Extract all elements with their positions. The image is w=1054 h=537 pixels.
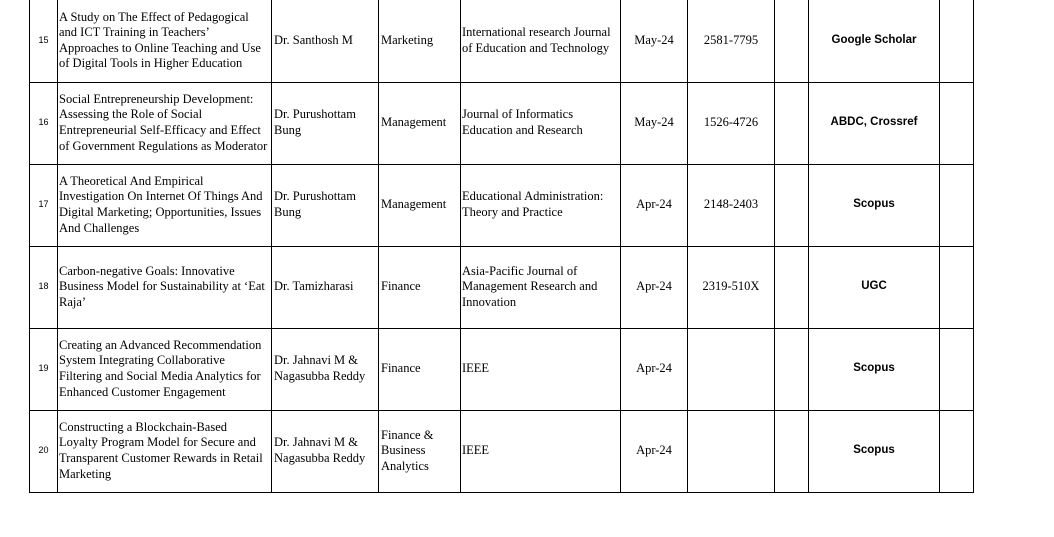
- paper-title: Constructing a Blockchain-Based Loyalty Program Model for Secure and Transparent Customer Rewards in Retail Marketing: [58, 410, 272, 492]
- department: Finance: [379, 328, 461, 410]
- department: Management: [379, 82, 461, 164]
- author-name: Dr. Jahnavi M & Nagasubba Reddy: [272, 410, 379, 492]
- row-number: 20: [30, 410, 58, 492]
- publication-date: Apr-24: [621, 164, 688, 246]
- table-row: [30, 82, 974, 164]
- extra-cell: [940, 328, 974, 410]
- issn-number: 1526-4726: [688, 82, 775, 164]
- blank-cell: [775, 82, 809, 164]
- indexing-label: ABDC, Crossref: [809, 82, 940, 164]
- paper-title: A Theoretical And Empirical Investigation On Internet Of Things And Digital Marketing; Opportunities, Issues And Challenges: [58, 164, 272, 246]
- issn-number: 2581-7795: [688, 0, 775, 82]
- row-number: 19: [30, 328, 58, 410]
- table-row: [30, 164, 974, 246]
- publications-table: [29, 0, 974, 493]
- department: Finance: [379, 246, 461, 328]
- journal-name: IEEE: [461, 410, 621, 492]
- row-number: 15: [30, 0, 58, 82]
- table-row: [30, 246, 974, 328]
- issn-number: 2148-2403: [688, 164, 775, 246]
- blank-cell: [775, 0, 809, 82]
- row-number: 18: [30, 246, 58, 328]
- journal-name: Educational Administration: Theory and Practice: [461, 164, 621, 246]
- issn-number: [688, 328, 775, 410]
- indexing-label: Scopus: [809, 328, 940, 410]
- publication-date: Apr-24: [621, 410, 688, 492]
- author-name: Dr. Jahnavi M & Nagasubba Reddy: [272, 328, 379, 410]
- paper-title: A Study on The Effect of Pedagogical and ICT Training in Teachers’ Approaches to Online Teaching and Use of Digital Tools in Higher Education: [58, 0, 272, 82]
- table-row: [30, 328, 974, 410]
- table-row: [30, 0, 974, 82]
- paper-title: Carbon-negative Goals: Innovative Business Model for Sustainability at ‘Eat Raja’: [58, 246, 272, 328]
- journal-name: Journal of Informatics Education and Research: [461, 82, 621, 164]
- journal-name: Asia-Pacific Journal of Management Research and Innovation: [461, 246, 621, 328]
- indexing-label: Scopus: [809, 164, 940, 246]
- table-row: [30, 410, 974, 492]
- publication-date: Apr-24: [621, 328, 688, 410]
- author-name: Dr. Santhosh M: [272, 0, 379, 82]
- extra-cell: [940, 164, 974, 246]
- indexing-label: Scopus: [809, 410, 940, 492]
- department: Finance & Business Analytics: [379, 410, 461, 492]
- row-number: 17: [30, 164, 58, 246]
- blank-cell: [775, 410, 809, 492]
- author-name: Dr. Purushottam Bung: [272, 82, 379, 164]
- author-name: Dr. Purushottam Bung: [272, 164, 379, 246]
- issn-number: 2319-510X: [688, 246, 775, 328]
- publication-date: May-24: [621, 82, 688, 164]
- extra-cell: [940, 246, 974, 328]
- journal-name: IEEE: [461, 328, 621, 410]
- paper-title: Creating an Advanced Recommendation System Integrating Collaborative Filtering and Social Media Analytics for Enhanced Customer Engagement: [58, 328, 272, 410]
- author-name: Dr. Tamizharasi: [272, 246, 379, 328]
- blank-cell: [775, 328, 809, 410]
- publication-date: Apr-24: [621, 246, 688, 328]
- extra-cell: [940, 82, 974, 164]
- department: Management: [379, 164, 461, 246]
- indexing-label: UGC: [809, 246, 940, 328]
- table-body: [30, 0, 974, 492]
- blank-cell: [775, 164, 809, 246]
- blank-cell: [775, 246, 809, 328]
- publication-date: May-24: [621, 0, 688, 82]
- extra-cell: [940, 410, 974, 492]
- row-number: 16: [30, 82, 58, 164]
- department: Marketing: [379, 0, 461, 82]
- journal-name: International research Journal of Education and Technology: [461, 0, 621, 82]
- extra-cell: [940, 0, 974, 82]
- indexing-label: Google Scholar: [809, 0, 940, 82]
- paper-title: Social Entrepreneurship Development: Assessing the Role of Social Entrepreneurial Self-Efficacy and Effect of Government Regulations as Moderator: [58, 82, 272, 164]
- issn-number: [688, 410, 775, 492]
